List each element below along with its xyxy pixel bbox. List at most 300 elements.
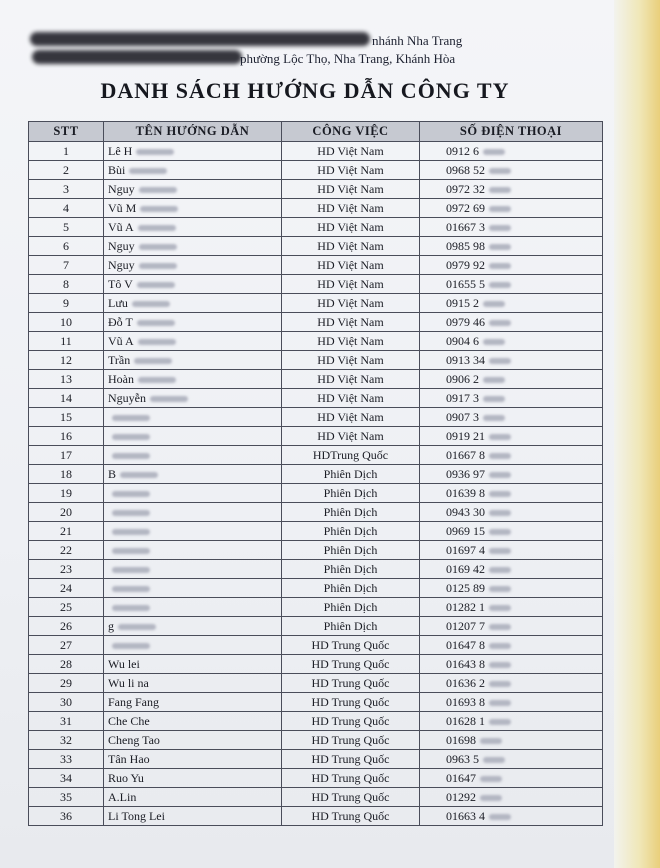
- redaction-blur: [139, 244, 177, 250]
- phone-cell-text: 01639 8: [446, 485, 485, 500]
- redaction-blur: [489, 681, 511, 687]
- column-header-job: CÔNG VIỆC: [282, 122, 420, 142]
- table-row: [29, 598, 603, 617]
- redaction-blur: [120, 472, 158, 478]
- phone-cell-text: 01698: [446, 732, 476, 747]
- row-number: [29, 617, 104, 636]
- phone-cell-text: 01643 8: [446, 656, 485, 671]
- job-cell-text: Phiên Dịch: [323, 599, 378, 614]
- row-number: [29, 465, 104, 484]
- row-number: [29, 598, 104, 617]
- guide-name-cell: [104, 370, 282, 389]
- job-cell-text: HD Trung Quốc: [311, 732, 390, 747]
- phone-cell-text: 0968 52: [446, 162, 485, 177]
- guide-name-cell: [104, 237, 282, 256]
- table-row: [29, 560, 603, 579]
- redaction-blur: [489, 567, 511, 573]
- column-header-phone: SỐ ĐIỆN THOẠI: [420, 122, 603, 142]
- row-number: [29, 237, 104, 256]
- row-number-text: 3: [63, 181, 69, 196]
- row-number-text: 17: [60, 447, 72, 462]
- phone-cell: [420, 161, 603, 180]
- phone-cell: [420, 237, 603, 256]
- job-cell: [282, 275, 420, 294]
- row-number: [29, 218, 104, 237]
- redaction-blur: [139, 187, 177, 193]
- job-cell-text: Phiên Dịch: [323, 561, 378, 576]
- row-number-text: 1: [63, 143, 69, 158]
- redaction-blur: [489, 225, 511, 231]
- row-number-text: 27: [60, 637, 72, 652]
- guide-roster-table: [28, 121, 603, 826]
- phone-cell-text: 01693 8: [446, 694, 485, 709]
- redacted-header-text: [32, 50, 242, 64]
- row-number-text: 5: [63, 219, 69, 234]
- redaction-blur: [112, 529, 150, 535]
- phone-cell: [420, 503, 603, 522]
- guide-name-cell-text: Nguy: [108, 257, 135, 272]
- branch-name: nhánh Nha Trang: [372, 33, 463, 48]
- table-row: [29, 731, 603, 750]
- phone-cell: [420, 427, 603, 446]
- redaction-blur: [136, 149, 174, 155]
- row-number: [29, 788, 104, 807]
- table-row: [29, 750, 603, 769]
- table-row: [29, 522, 603, 541]
- row-number-text: 21: [60, 523, 72, 538]
- guide-name-cell: [104, 142, 282, 161]
- guide-name-cell-text: B: [108, 466, 117, 481]
- phone-cell: [420, 408, 603, 427]
- job-cell: [282, 427, 420, 446]
- guide-name-cell: [104, 617, 282, 636]
- row-number-text: 36: [60, 808, 72, 823]
- phone-cell: [420, 446, 603, 465]
- table-row: [29, 389, 603, 408]
- guide-name-cell: [104, 674, 282, 693]
- phone-cell-text: 0169 42: [446, 561, 485, 576]
- job-cell-text: HD Trung Quốc: [311, 713, 390, 728]
- job-cell: [282, 522, 420, 541]
- row-number-text: 24: [60, 580, 72, 595]
- table-row: [29, 788, 603, 807]
- job-cell-text: HD Trung Quốc: [311, 789, 390, 804]
- guide-name-cell: [104, 788, 282, 807]
- phone-cell: [420, 788, 603, 807]
- phone-cell-text: 0917 3: [446, 390, 479, 405]
- guide-name-cell-text: Vũ A: [108, 333, 134, 348]
- row-number-text: 28: [60, 656, 72, 671]
- phone-cell-text: 01628 1: [446, 713, 485, 728]
- guide-name-cell-text: A.Lin: [108, 789, 137, 804]
- phone-cell: [420, 332, 603, 351]
- row-number-text: 11: [60, 333, 72, 348]
- guide-name-cell: [104, 712, 282, 731]
- job-cell-text: Phiên Dịch: [323, 523, 378, 538]
- job-cell-text: HD Việt Nam: [317, 428, 384, 443]
- phone-cell: [420, 218, 603, 237]
- table-row: [29, 161, 603, 180]
- job-cell-text: HD Việt Nam: [317, 276, 384, 291]
- guide-name-cell: [104, 560, 282, 579]
- job-cell: [282, 218, 420, 237]
- redaction-blur: [489, 662, 511, 668]
- row-number-text: 12: [60, 352, 72, 367]
- column-header-stt: STT: [29, 122, 104, 142]
- redaction-blur: [138, 377, 176, 383]
- row-number: [29, 142, 104, 161]
- row-number: [29, 712, 104, 731]
- job-cell: [282, 142, 420, 161]
- row-number-text: 2: [63, 162, 69, 177]
- job-cell: [282, 332, 420, 351]
- table-row: [29, 712, 603, 731]
- redaction-blur: [483, 415, 505, 421]
- table-row: [29, 408, 603, 427]
- table-row: [29, 275, 603, 294]
- phone-cell-text: 0985 98: [446, 238, 485, 253]
- phone-cell-text: 0915 2: [446, 295, 479, 310]
- table-row: [29, 465, 603, 484]
- guide-name-cell: [104, 636, 282, 655]
- row-number: [29, 560, 104, 579]
- table-row: [29, 199, 603, 218]
- job-cell-text: HD Việt Nam: [317, 352, 384, 367]
- phone-cell-text: 0979 46: [446, 314, 485, 329]
- redaction-blur: [489, 586, 511, 592]
- row-number-text: 26: [60, 618, 72, 633]
- row-number-text: 34: [60, 770, 72, 785]
- document-title: DANH SÁCH HƯỚNG DẪN CÔNG TY: [100, 78, 510, 103]
- phone-cell-text: 0913 34: [446, 352, 485, 367]
- guide-name-cell-text: Lưu: [108, 295, 128, 310]
- redaction-blur: [112, 510, 150, 516]
- row-number-text: 7: [63, 257, 69, 272]
- guide-name-cell: [104, 199, 282, 218]
- guide-name-cell-text: g: [108, 618, 114, 633]
- row-number-text: 29: [60, 675, 72, 690]
- row-number: [29, 731, 104, 750]
- redaction-blur: [129, 168, 167, 174]
- row-number-text: 25: [60, 599, 72, 614]
- guide-name-cell: [104, 275, 282, 294]
- row-number: [29, 579, 104, 598]
- guide-name-cell-text: Tô V: [108, 276, 133, 291]
- row-number-text: 13: [60, 371, 72, 386]
- table-row: [29, 807, 603, 826]
- row-number: [29, 674, 104, 693]
- phone-cell: [420, 560, 603, 579]
- redaction-blur: [112, 605, 150, 611]
- job-cell: [282, 617, 420, 636]
- row-number: [29, 522, 104, 541]
- table-row: [29, 541, 603, 560]
- redaction-blur: [489, 491, 511, 497]
- job-cell-text: HD Việt Nam: [317, 257, 384, 272]
- row-number-text: 31: [60, 713, 72, 728]
- guide-name-cell-text: Lê H: [108, 143, 133, 158]
- row-number-text: 10: [60, 314, 72, 329]
- row-number-text: 4: [63, 200, 69, 215]
- guide-name-cell: [104, 484, 282, 503]
- redaction-blur: [489, 605, 511, 611]
- job-cell: [282, 750, 420, 769]
- redaction-blur: [483, 301, 505, 307]
- row-number: [29, 503, 104, 522]
- job-cell: [282, 465, 420, 484]
- phone-cell: [420, 256, 603, 275]
- guide-name-cell-text: Vũ M: [108, 200, 137, 215]
- guide-name-cell: [104, 541, 282, 560]
- guide-name-cell: [104, 161, 282, 180]
- row-number-text: 19: [60, 485, 72, 500]
- table-row: [29, 370, 603, 389]
- guide-name-cell-text: Vũ A: [108, 219, 134, 234]
- job-cell-text: HD Trung Quốc: [311, 770, 390, 785]
- guide-name-cell: [104, 598, 282, 617]
- job-cell: [282, 180, 420, 199]
- row-number: [29, 370, 104, 389]
- job-cell: [282, 370, 420, 389]
- redaction-blur: [483, 396, 505, 402]
- row-number: [29, 161, 104, 180]
- phone-cell-text: 0963 5: [446, 751, 479, 766]
- phone-cell: [420, 522, 603, 541]
- phone-cell-text: 01636 2: [446, 675, 485, 690]
- row-number-text: 33: [60, 751, 72, 766]
- job-cell-text: HD Việt Nam: [317, 143, 384, 158]
- table-row: [29, 294, 603, 313]
- phone-cell: [420, 370, 603, 389]
- row-number-text: 9: [63, 295, 69, 310]
- column-header-guide-name: TÊN HƯỚNG DẪN: [104, 122, 282, 142]
- job-cell: [282, 674, 420, 693]
- table-row: [29, 484, 603, 503]
- redaction-blur: [480, 795, 502, 801]
- job-cell-text: Phiên Dịch: [323, 466, 378, 481]
- redaction-blur: [112, 434, 150, 440]
- phone-cell: [420, 693, 603, 712]
- phone-cell-text: 0979 92: [446, 257, 485, 272]
- row-number: [29, 446, 104, 465]
- job-cell: [282, 769, 420, 788]
- guide-name-cell-text: Li Tong Lei: [108, 808, 165, 823]
- redaction-blur: [112, 643, 150, 649]
- guide-name-cell: [104, 769, 282, 788]
- job-cell-text: HD Việt Nam: [317, 333, 384, 348]
- phone-cell-text: 0972 32: [446, 181, 485, 196]
- guide-name-cell-text: Fang Fang: [108, 694, 159, 709]
- table-row: [29, 636, 603, 655]
- phone-cell: [420, 484, 603, 503]
- redaction-blur: [138, 225, 176, 231]
- row-number: [29, 807, 104, 826]
- row-number: [29, 313, 104, 332]
- table-row: [29, 617, 603, 636]
- phone-cell: [420, 465, 603, 484]
- phone-cell: [420, 598, 603, 617]
- row-number: [29, 541, 104, 560]
- job-cell: [282, 693, 420, 712]
- row-number-text: 20: [60, 504, 72, 519]
- phone-cell-text: 01207 7: [446, 618, 485, 633]
- guide-name-cell: [104, 655, 282, 674]
- job-cell: [282, 446, 420, 465]
- phone-cell: [420, 294, 603, 313]
- row-number: [29, 351, 104, 370]
- redaction-blur: [150, 396, 188, 402]
- phone-cell-text: 0906 2: [446, 371, 479, 386]
- row-number: [29, 750, 104, 769]
- row-number: [29, 636, 104, 655]
- guide-name-cell-text: Cheng Tao: [108, 732, 160, 747]
- guide-name-cell-text: Hoàn: [108, 371, 134, 386]
- guide-name-cell-text: Wu lei: [108, 656, 140, 671]
- table-row: [29, 313, 603, 332]
- phone-cell: [420, 180, 603, 199]
- phone-cell-text: 0907 3: [446, 409, 479, 424]
- row-number: [29, 180, 104, 199]
- row-number-text: 15: [60, 409, 72, 424]
- job-cell: [282, 731, 420, 750]
- job-cell: [282, 351, 420, 370]
- job-cell-text: HD Việt Nam: [317, 219, 384, 234]
- job-cell-text: Phiên Dịch: [323, 542, 378, 557]
- job-cell-text: HD Trung Quốc: [311, 751, 390, 766]
- phone-cell: [420, 617, 603, 636]
- job-cell: [282, 256, 420, 275]
- guide-name-cell: [104, 256, 282, 275]
- job-cell: [282, 313, 420, 332]
- row-number-text: 23: [60, 561, 72, 576]
- guide-name-cell-text: Bùi: [108, 162, 126, 177]
- row-number-text: 22: [60, 542, 72, 557]
- job-cell-text: HD Trung Quốc: [311, 675, 390, 690]
- row-number-text: 30: [60, 694, 72, 709]
- redaction-blur: [489, 168, 511, 174]
- job-cell: [282, 598, 420, 617]
- row-number-text: 14: [60, 390, 72, 405]
- row-number: [29, 408, 104, 427]
- phone-cell-text: 0972 69: [446, 200, 485, 215]
- job-cell: [282, 484, 420, 503]
- redaction-blur: [489, 453, 511, 459]
- row-number-text: 32: [60, 732, 72, 747]
- redaction-blur: [132, 301, 170, 307]
- redaction-blur: [489, 510, 511, 516]
- phone-cell-text: 0943 30: [446, 504, 485, 519]
- guide-name-cell-text: Nguyễn: [108, 390, 146, 405]
- row-number-text: 18: [60, 466, 72, 481]
- redaction-blur: [118, 624, 156, 630]
- redaction-blur: [489, 282, 511, 288]
- phone-cell: [420, 712, 603, 731]
- guide-name-cell: [104, 313, 282, 332]
- job-cell-text: HD Việt Nam: [317, 162, 384, 177]
- phone-cell: [420, 807, 603, 826]
- job-cell: [282, 408, 420, 427]
- redaction-blur: [483, 377, 505, 383]
- guide-name-cell-text: Wu li na: [108, 675, 149, 690]
- phone-cell: [420, 351, 603, 370]
- phone-cell: [420, 579, 603, 598]
- redaction-blur: [489, 206, 511, 212]
- job-cell: [282, 389, 420, 408]
- job-cell: [282, 294, 420, 313]
- guide-name-cell: [104, 408, 282, 427]
- redaction-blur: [489, 472, 511, 478]
- redaction-blur: [112, 453, 150, 459]
- redaction-blur: [483, 339, 505, 345]
- guide-name-cell-text: Nguy: [108, 181, 135, 196]
- job-cell: [282, 655, 420, 674]
- row-number-text: 6: [63, 238, 69, 253]
- table-row: [29, 655, 603, 674]
- redaction-blur: [139, 263, 177, 269]
- table-row: [29, 332, 603, 351]
- job-cell: [282, 560, 420, 579]
- redaction-blur: [489, 358, 511, 364]
- table-body: [29, 142, 603, 826]
- phone-cell: [420, 541, 603, 560]
- guide-name-cell: [104, 522, 282, 541]
- table-row: [29, 180, 603, 199]
- phone-cell-text: 0969 15: [446, 523, 485, 538]
- guide-name-cell-text: Tân Hao: [108, 751, 150, 766]
- job-cell: [282, 199, 420, 218]
- redaction-blur: [489, 529, 511, 535]
- guide-name-cell: [104, 351, 282, 370]
- phone-cell: [420, 313, 603, 332]
- redaction-blur: [489, 548, 511, 554]
- guide-name-cell: [104, 294, 282, 313]
- redaction-blur: [489, 643, 511, 649]
- phone-cell: [420, 199, 603, 218]
- redaction-blur: [112, 586, 150, 592]
- phone-cell: [420, 769, 603, 788]
- job-cell: [282, 541, 420, 560]
- table-row: [29, 351, 603, 370]
- guide-name-cell: [104, 465, 282, 484]
- job-cell: [282, 636, 420, 655]
- guide-name-cell: [104, 332, 282, 351]
- redaction-blur: [134, 358, 172, 364]
- phone-cell-text: 01667 3: [446, 219, 485, 234]
- redaction-blur: [489, 187, 511, 193]
- job-cell: [282, 237, 420, 256]
- table-row: [29, 218, 603, 237]
- redaction-blur: [112, 415, 150, 421]
- guide-name-cell-text: Trần: [108, 352, 131, 367]
- phone-cell-text: 0919 21: [446, 428, 485, 443]
- row-number: [29, 693, 104, 712]
- guide-name-cell: [104, 446, 282, 465]
- table-row: [29, 446, 603, 465]
- guide-name-cell: [104, 579, 282, 598]
- redaction-blur: [489, 244, 511, 250]
- row-number: [29, 275, 104, 294]
- row-number: [29, 389, 104, 408]
- phone-cell-text: 01663 4: [446, 808, 485, 823]
- job-cell: [282, 712, 420, 731]
- table-header-row: [29, 122, 603, 142]
- phone-cell-text: 01282 1: [446, 599, 485, 614]
- redaction-blur: [480, 776, 502, 782]
- table-row: [29, 142, 603, 161]
- job-cell-text: HD Việt Nam: [317, 200, 384, 215]
- redaction-blur: [480, 738, 502, 744]
- guide-name-cell-text: Ruo Yu: [108, 770, 144, 785]
